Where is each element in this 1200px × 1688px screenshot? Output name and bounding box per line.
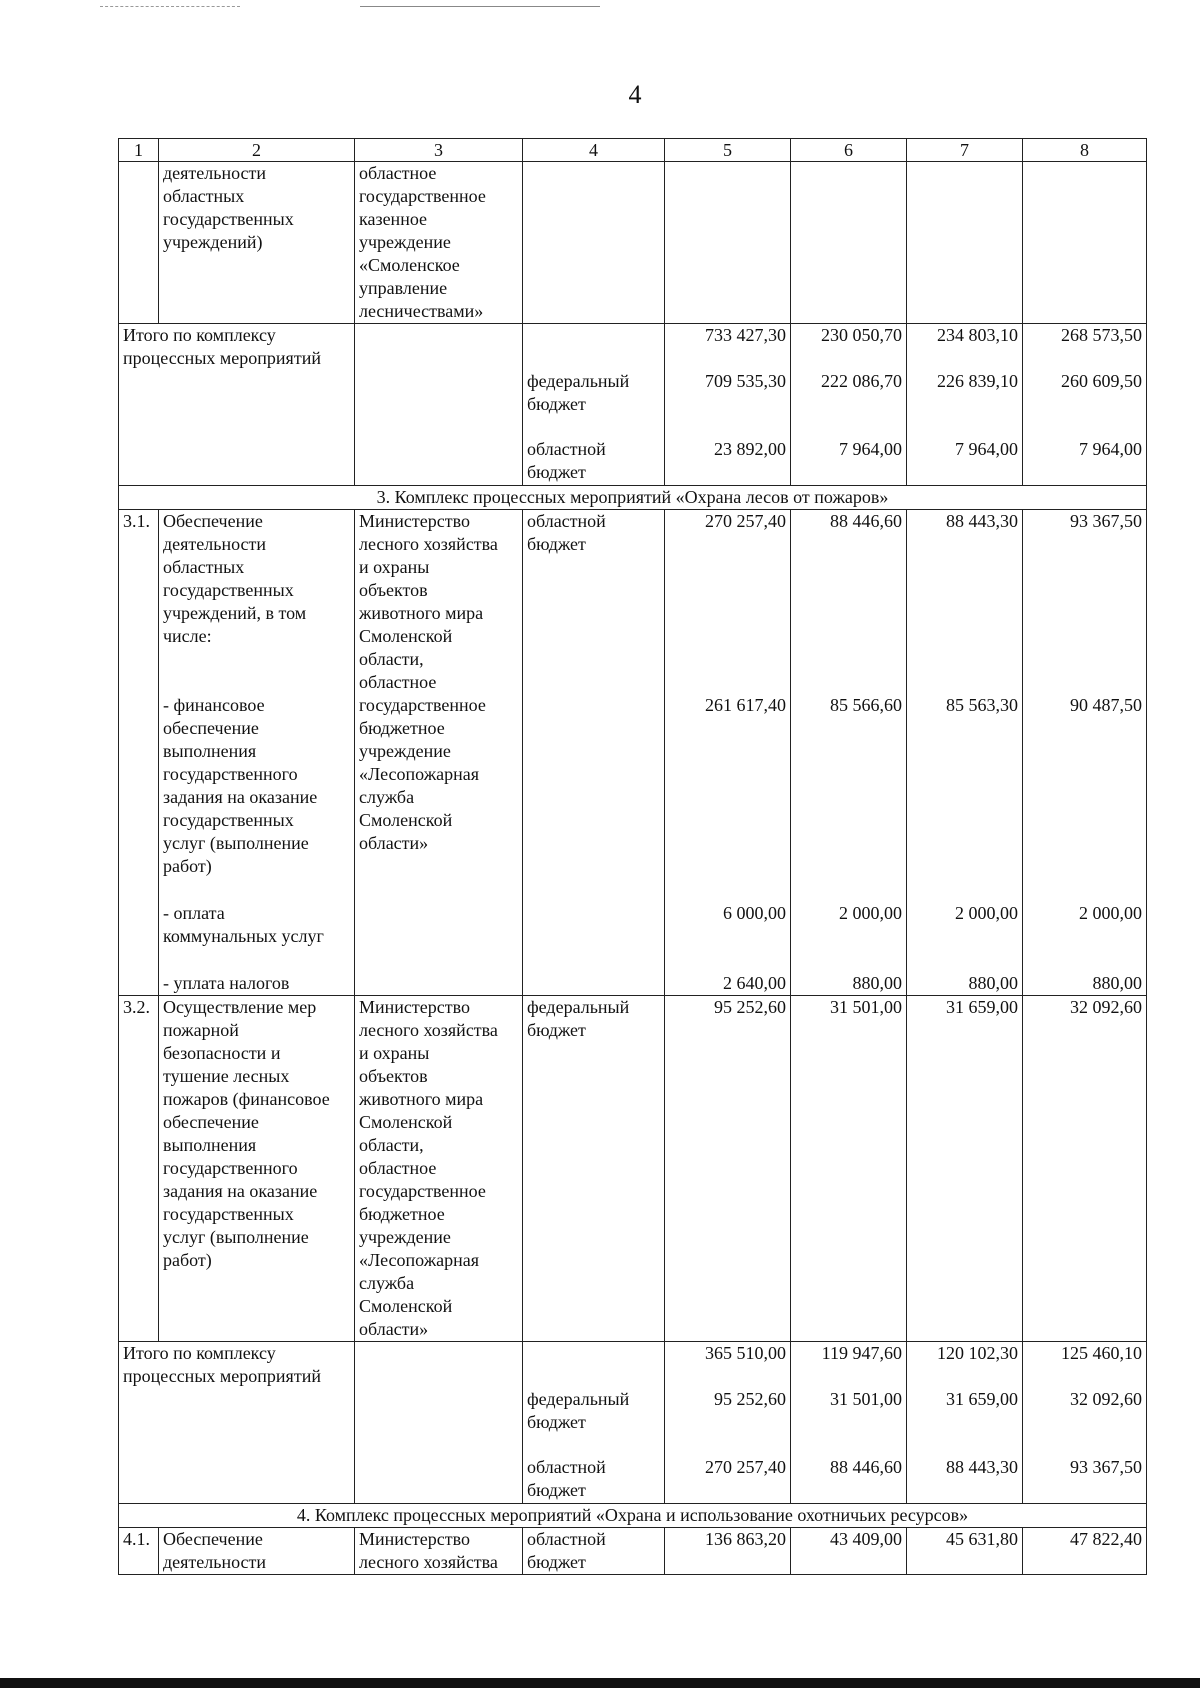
cell-empty [355,324,523,486]
cell-empty [665,162,791,324]
row-number: 3.2. [119,996,159,1342]
total-sources: федеральный бюджет областной бюджет [523,324,665,486]
cell-col-7: 45 631,80 [907,1528,1023,1575]
cell-name: Обеспечение деятельности областных государственных учреждений, в том числе: - финансовое обеспечение выполнения государственного задания на оказание государственных услуг (выполнение работ) - оплата коммунальных услуг - уплата налогов [159,510,355,996]
total-label: Итого по комплексу процессных мероприятий [119,324,355,486]
cell-num-empty [119,162,159,324]
cell-name: деятельности областных государственных учреждений) [159,162,355,324]
cell-col-8: 47 822,40 [1023,1528,1147,1575]
header-col-7: 7 [907,139,1023,162]
cell-empty [907,162,1023,324]
cell-empty [523,162,665,324]
row-number: 4.1. [119,1528,159,1575]
scan-artifact-top-center [360,6,600,8]
cell-executor: областное государственное казенное учреждение «Смоленское управление лесничествами» [355,162,523,324]
cell-col-6: 31 501,00 [791,996,907,1342]
budget-table [118,138,1147,1575]
cell-col-8: 32 092,60 [1023,996,1147,1342]
header-col-1: 1 [119,139,159,162]
table-row-4-1 [119,1528,1147,1575]
section-heading-3 [119,486,1147,510]
cell-executor: Министерство лесного хозяйства [355,1528,523,1575]
table-row-3-2 [119,996,1147,1342]
total-col-5: 733 427,30 709 535,30 23 892,00 [665,324,791,486]
section-title-4: 4. Комплекс процессных мероприятий «Охрана и использование охотничьих ресурсов» [119,1504,1147,1528]
cell-source: областной бюджет [523,1528,665,1575]
cell-source: областной бюджет [523,510,665,996]
total-col-8: 268 573,50 260 609,50 7 964,00 [1023,324,1147,486]
total-sources: федеральный бюджет областной бюджет [523,1342,665,1504]
total-col-7: 120 102,30 31 659,00 88 443,30 [907,1342,1023,1504]
cell-col-5: 270 257,40 261 617,40 6 000,00 2 640,00 [665,510,791,996]
cell-col-8: 93 367,50 90 487,50 2 000,00 880,00 [1023,510,1147,996]
header-col-4: 4 [523,139,665,162]
cell-executor: Министерство лесного хозяйства и охраны объектов животного мира Смоленской области, областное государственное бюджетное учреждение «Лесопожарная служба Смоленской области» [355,510,523,996]
table-row-3-1 [119,510,1147,996]
total-col-5: 365 510,00 95 252,60 270 257,40 [665,1342,791,1504]
cell-empty [1023,162,1147,324]
table-row-total-section-2 [119,324,1147,486]
cell-executor: Министерство лесного хозяйства и охраны объектов животного мира Смоленской области, областное государственное бюджетное учреждение «Лесопожарная служба Смоленской области» [355,996,523,1342]
scan-artifact-top-left [100,6,240,8]
total-col-8: 125 460,10 32 092,60 93 367,50 [1023,1342,1147,1504]
cell-empty [355,1342,523,1504]
header-col-2: 2 [159,139,355,162]
header-col-5: 5 [665,139,791,162]
cell-source: федеральный бюджет [523,996,665,1342]
cell-name: Обеспечение деятельности [159,1528,355,1575]
table-row-continued [119,162,1147,324]
header-col-6: 6 [791,139,907,162]
row-number: 3.1. [119,510,159,996]
total-col-6: 119 947,60 31 501,00 88 446,60 [791,1342,907,1504]
cell-col-5: 95 252,60 [665,996,791,1342]
cell-col-7: 31 659,00 [907,996,1023,1342]
total-col-6: 230 050,70 222 086,70 7 964,00 [791,324,907,486]
cell-col-5: 136 863,20 [665,1528,791,1575]
header-row [119,139,1147,162]
cell-name: Осуществление мер пожарной безопасности и тушение лесных пожаров (финансовое обеспечение выполнения государственного задания на оказание государственных услуг (выполнение работ) [159,996,355,1342]
cell-col-7: 88 443,30 85 563,30 2 000,00 880,00 [907,510,1023,996]
total-label: Итого по комплексу процессных мероприятий [119,1342,355,1504]
cell-empty [791,162,907,324]
page-number: 4 [628,80,642,109]
section-heading-4 [119,1504,1147,1528]
cell-col-6: 88 446,60 85 566,60 2 000,00 880,00 [791,510,907,996]
total-col-7: 234 803,10 226 839,10 7 964,00 [907,324,1023,486]
scan-edge-bottom [0,1678,1200,1688]
cell-col-6: 43 409,00 [791,1528,907,1575]
header-col-8: 8 [1023,139,1147,162]
section-title-3: 3. Комплекс процессных мероприятий «Охрана лесов от пожаров» [119,486,1147,510]
table-row-total-section-3 [119,1342,1147,1504]
header-col-3: 3 [355,139,523,162]
